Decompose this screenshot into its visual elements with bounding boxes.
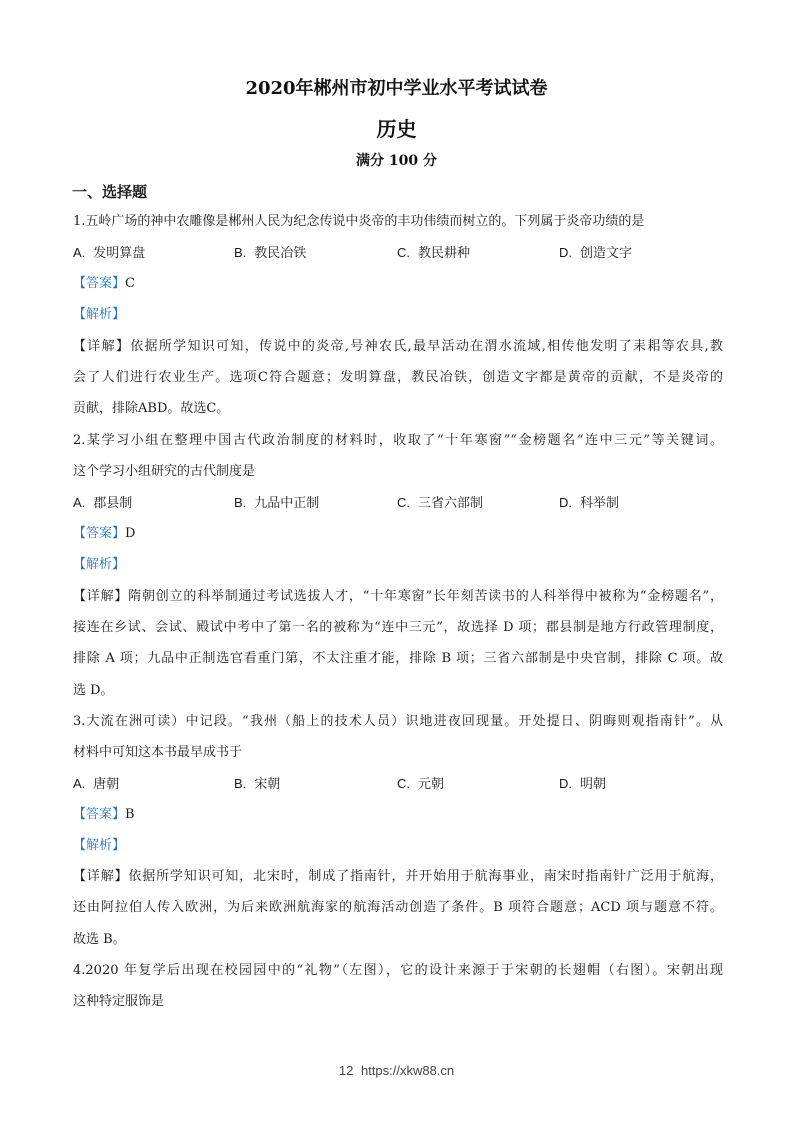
option-text: 唐朝 (93, 777, 120, 792)
q2-detail-line-1 (73, 588, 723, 606)
analysis-tag: 【解析】 (73, 838, 126, 853)
detail-text: 依据所学知识可知，传说中的炎帝,号神农氏,最早活动在渭水流域,相传他发明了耒耜等农具,教 (130, 339, 723, 354)
q2-detail-line-4: 选 D。 (73, 683, 114, 698)
option-text: 元朝 (418, 777, 445, 792)
q2-analysis (73, 556, 723, 574)
q3-option-b[interactable] (234, 775, 280, 794)
page-number: 12 (338, 1063, 354, 1078)
option-letter: B. (234, 495, 247, 510)
option-letter: A. (73, 245, 86, 260)
option-text: 创造文字 (580, 246, 633, 261)
option-text: 三省六部制 (418, 496, 484, 511)
q3-option-a[interactable] (73, 775, 119, 794)
q1-detail-line-3: 贡献，排除ABD。故选C。 (73, 401, 230, 416)
detail-tag: 【详解】 (73, 589, 129, 604)
q3-stem-line-1: 3.大流在洲可读）中记段。“我州（船上的技术人员）识地进夜回现量。开处提日、阴晦则观指南针”。从 (73, 714, 723, 729)
option-letter: B. (234, 245, 247, 260)
page-footer (0, 1063, 793, 1078)
analysis-tag: 【解析】 (73, 557, 126, 572)
option-text: 宋朝 (254, 777, 281, 792)
q1-detail-line-1 (73, 338, 723, 356)
q2-option-b[interactable] (234, 494, 319, 513)
q2-detail-line-2: 接连在乡试、会试、殿试中考中了第一名的被称为“连中三元”，故选择 D 项；郡县制是地方行政管理制度， (73, 620, 723, 635)
detail-tag: 【详解】 (73, 869, 129, 884)
q2-stem-line-1: 2.某学习小组在整理中国古代政治制度的材料时，收取了“十年寒窗”“金榜题名“连中三元”等关键词。 (73, 433, 723, 448)
answer-value: D (125, 526, 136, 541)
q4-stem-line-1: 4.2020 年复学后出现在校园园中的“礼物”（左图），它的设计来源于于宋朝的长翅帽（右图）。宋朝出现 (73, 963, 723, 978)
q2-detail-line-3: 排除 A 项；九品中正制选官看重门第，不太注重才能，排除 B 项；三省六部制是中央官制，排除 C 项。故 (73, 651, 723, 666)
option-text: 明朝 (580, 777, 607, 792)
q3-detail-line-1 (73, 868, 723, 886)
option-text: 教民冶铁 (254, 246, 307, 261)
option-text: 九品中正制 (254, 496, 320, 511)
q1-option-c[interactable] (397, 244, 470, 263)
answer-value: B (125, 807, 135, 822)
q2-option-d[interactable] (559, 494, 619, 513)
q2-option-c[interactable] (397, 494, 483, 513)
exam-title: 2020年郴州市初中学业水平考试试卷 (245, 78, 548, 99)
answer-tag: 【答案】 (73, 526, 126, 541)
answer-tag: 【答案】 (73, 807, 126, 822)
option-letter: D. (559, 245, 572, 260)
analysis-tag: 【解析】 (73, 307, 126, 322)
option-letter: C. (397, 776, 410, 791)
option-text: 教民耕种 (418, 246, 471, 261)
full-score: 满分 100 分 (356, 153, 437, 169)
q3-stem-line-2: 材料中可知这本书最早成书于 (73, 745, 243, 760)
q1-option-b[interactable] (234, 244, 306, 263)
q3-answer (73, 806, 723, 824)
q1-stem: 1.五岭广场的神中农雕像是郴州人民为纪念传说中炎帝的丰功伟绩而树立的。下列属于炎帝功绩的是 (73, 214, 645, 229)
q3-option-c[interactable] (397, 775, 444, 794)
option-letter: B. (234, 776, 247, 791)
q1-option-d[interactable] (559, 244, 632, 263)
option-text: 发明算盘 (93, 246, 146, 261)
option-letter: A. (73, 495, 86, 510)
q1-answer (73, 275, 723, 293)
option-text: 郡县制 (93, 496, 133, 511)
option-text: 科举制 (580, 496, 620, 511)
section-heading: 一、选择题 (72, 183, 148, 201)
detail-text: 隋朝创立的科举制通过考试选拔人才，“十年寒窗”长年刻苦读书的人科举得中被称为“金榜题名”， (128, 589, 723, 604)
q1-detail-line-2: 会了人们进行农业生产。选项C符合题意；发明算盘，教民冶铁，创造文字都是黄帝的贡献，不是炎帝的 (73, 370, 723, 385)
option-letter: A. (73, 776, 86, 791)
q3-analysis (73, 837, 723, 855)
option-letter: D. (559, 776, 572, 791)
q2-stem-line-2: 这个学习小组研究的古代制度是 (73, 464, 256, 479)
q1-option-a[interactable] (73, 244, 145, 263)
subject-title: 历史 (376, 117, 417, 141)
q2-option-a[interactable] (73, 494, 132, 513)
q2-answer (73, 525, 723, 543)
option-letter: D. (559, 495, 572, 510)
q3-option-d[interactable] (559, 775, 606, 794)
q3-detail-line-2: 还由阿拉伯人传入欧洲，为后来欧洲航海家的航海活动创造了条件。B 项符合题意；ACD 项与题意不符。 (73, 900, 723, 915)
detail-text: 依据所学知识可知，北宋时，制成了指南针，并开始用于航海事业，南宋时指南针广泛用于航海， (128, 869, 723, 884)
option-letter: C. (397, 495, 410, 510)
answer-value: C (125, 276, 135, 291)
q4-stem-line-2: 这种特定服饰是 (73, 994, 165, 1009)
option-letter: C. (397, 245, 410, 260)
answer-tag: 【答案】 (73, 276, 126, 291)
q1-analysis (73, 306, 723, 324)
q3-detail-line-3: 故选 B。 (73, 932, 126, 947)
footer-url[interactable]: https://xkw88.cn (360, 1063, 455, 1078)
detail-tag: 【详解】 (73, 339, 131, 354)
